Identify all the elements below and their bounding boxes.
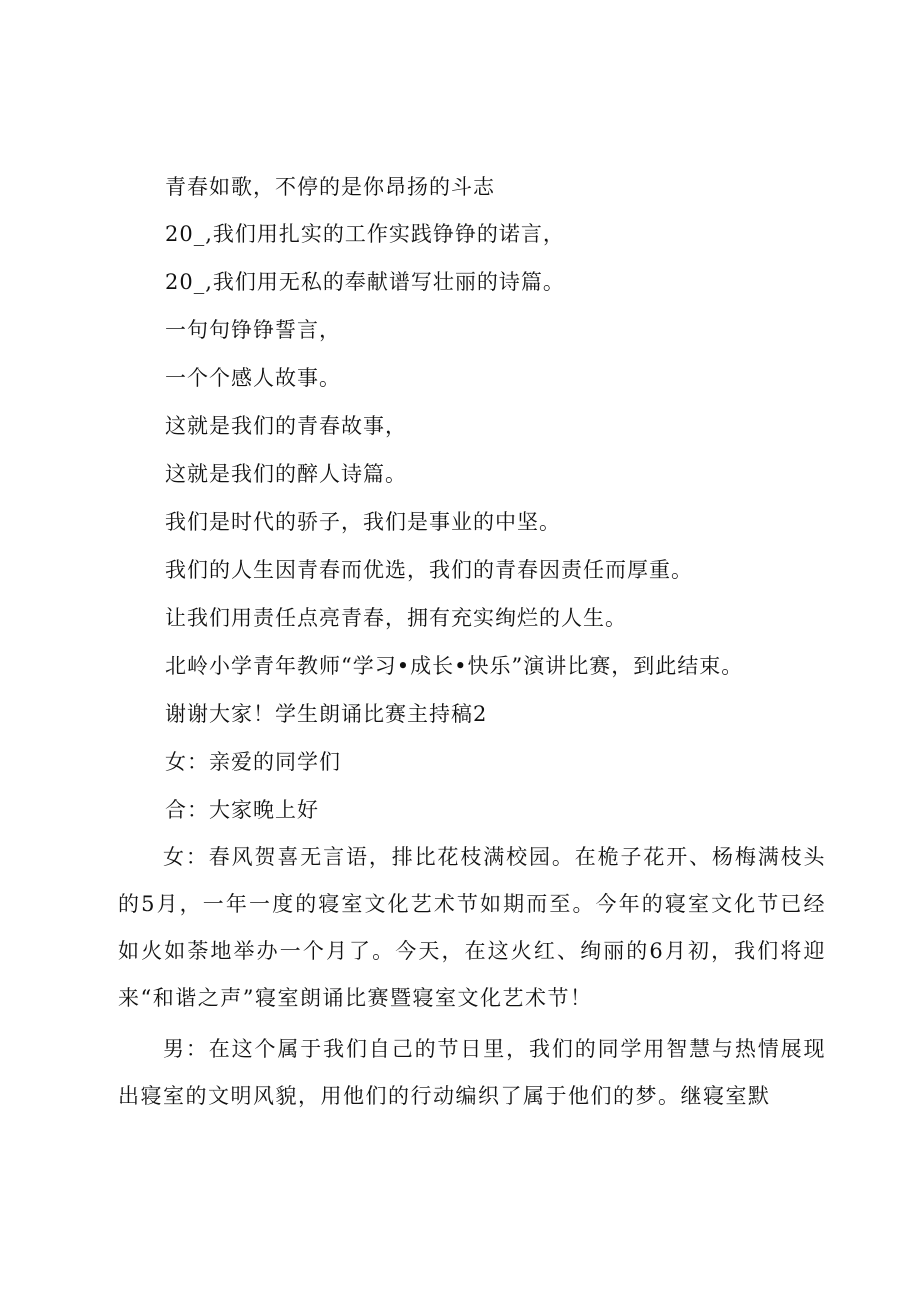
text-line: 青春如歌，不停的是你昂扬的斗志 — [165, 175, 495, 199]
text-line: 20_,我们用扎实的工作实践铮铮的诺言， — [165, 222, 565, 246]
text-line: 一个个感人故事。 — [165, 366, 341, 390]
text-line: 北岭小学青年教师“学习•成长•快乐”演讲比赛，到此结束。 — [165, 654, 744, 678]
text-line: 一句句铮铮誓言， — [165, 318, 341, 342]
text-line: 谢谢大家！学生朗诵比赛主持稿2 — [165, 702, 488, 726]
text-line: 20_,我们用无私的奉献谱写壮丽的诗篇。 — [165, 270, 565, 294]
text-line: 女：亲爱的同学们 — [165, 750, 341, 774]
text-line: 让我们用责任点亮青春，拥有充实绚烂的人生。 — [165, 606, 627, 630]
text-line: 这就是我们的青春故事， — [165, 414, 407, 438]
text-line: 合：大家晚上好 — [165, 798, 319, 822]
paragraph: 男：在这个属于我们自己的节日里，我们的同学用智慧与热情展现出寝室的文明风貌，用他们的行动编织了属于他们的梦。继寝室默 — [118, 1037, 826, 1108]
text-line: 我们的人生因青春而优选，我们的青春因责任而厚重。 — [165, 558, 693, 582]
paragraph: 女：春风贺喜无言语，排比花枝满校园。在桅子花开、杨梅满枝头的5月，一年一度的寝室文化艺术节如期而至。今年的寝室文化节已经如火如荼地举办一个月了。今天，在这火红、绚丽的6月初，我们将迎来“和谐之声”寝室朗诵比赛暨寝室文化艺术节！ — [118, 845, 826, 1010]
text-line: 这就是我们的醉人诗篇。 — [165, 462, 407, 486]
text-line: 我们是时代的骄子，我们是事业的中坚。 — [165, 510, 561, 534]
